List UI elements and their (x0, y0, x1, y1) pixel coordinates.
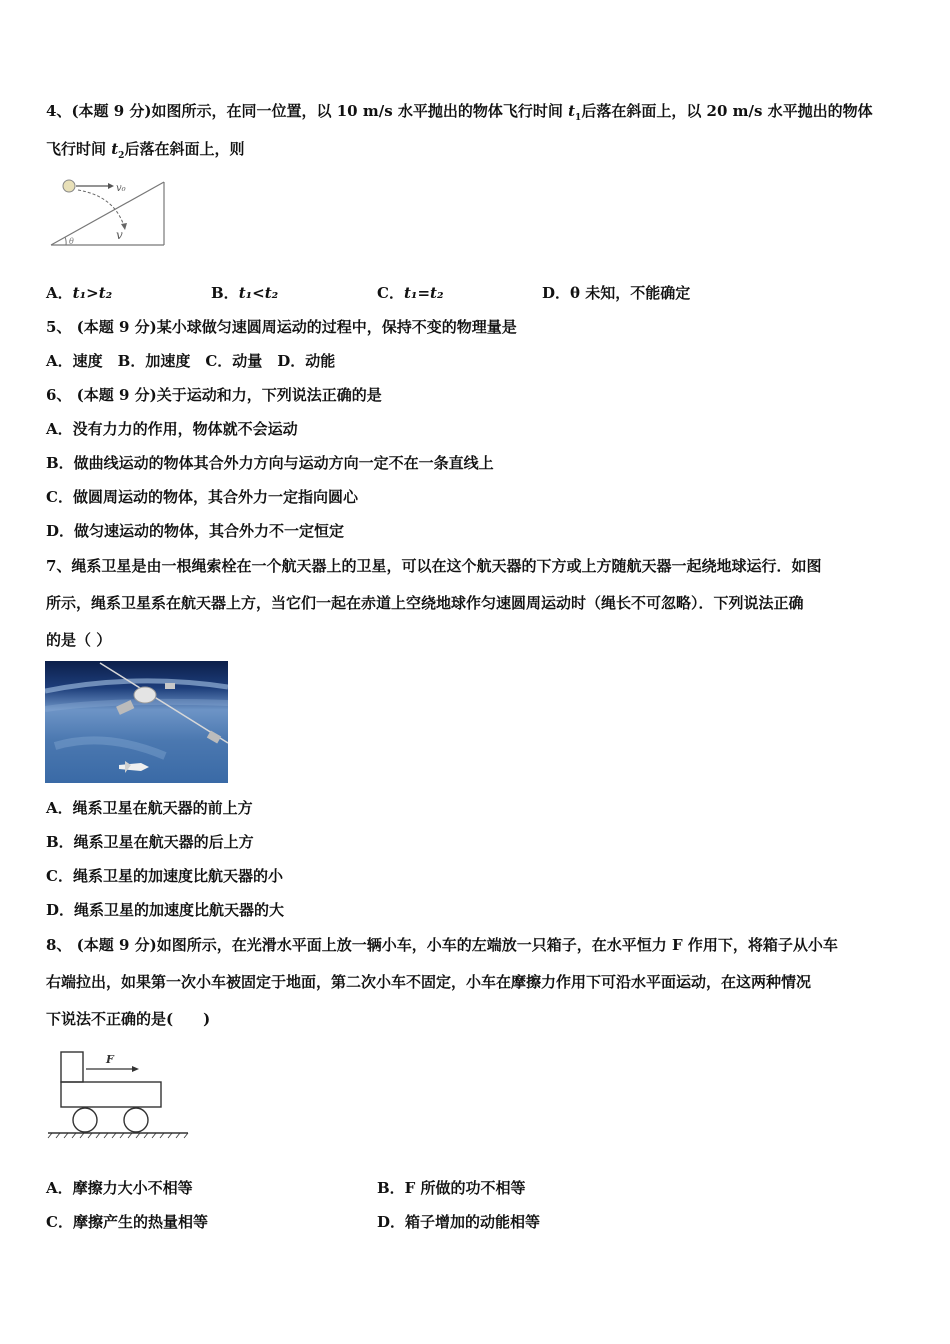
q8-option-a: A．摩擦力大小不相等 (46, 1179, 193, 1197)
satellite-photo (45, 661, 228, 783)
q4-option-c: C．t₁=t₂ (377, 284, 444, 302)
q6-option-d: D．做匀速运动的物体，其合外力不一定恒定 (46, 522, 345, 540)
q4-option-a: A．t₁>t₂ (46, 284, 113, 302)
v0-label: v₀ (116, 183, 126, 194)
q8-stem-line3: 下说法不正确的是( ) (46, 1010, 211, 1028)
force-label: F (106, 1053, 114, 1066)
left-wheel-icon (73, 1108, 97, 1132)
q6-option-c: C．做圆周运动的物体，其合外力一定指向圆心 (46, 488, 358, 506)
v-label: v (116, 228, 123, 242)
ball-icon (63, 180, 75, 192)
q8-option-b: B．F 所做的功不相等 (377, 1179, 526, 1197)
q4-stem-line2: 飞行时间 $t_2$后落在斜面上，则 (46, 140, 245, 161)
q4-stem-line1: 4、(本题 9 分)如图所示，在同一位置，以 10 m/s 水平抛出的物体飞行时间 $t_1$后落在斜面上，以 20 m/s 水平抛出的物体 (46, 102, 873, 123)
incline-figure (48, 174, 170, 250)
q6-stem: 6、 (本题 9 分)关于运动和力，下列说法正确的是 (46, 386, 382, 404)
q8-option-c: C．摩擦产生的热量相等 (46, 1213, 208, 1231)
q7-option-b: B．绳系卫星在航天器的后上方 (46, 833, 254, 851)
q7-stem-line2: 所示，绳系卫星系在航天器上方，当它们一起在赤道上空绕地球作匀速圆周运动时（绳长不可忽略）．下列说法正确 (46, 594, 804, 612)
q7-option-c: C．绳系卫星的加速度比航天器的小 (46, 867, 283, 885)
theta-label: θ (69, 237, 74, 246)
q8-option-d: D．箱子增加的动能相等 (377, 1213, 541, 1231)
q7-option-d: D．绳系卫星的加速度比航天器的大 (46, 901, 285, 919)
q4-option-d: D．θ 未知，不能确定 (542, 284, 691, 302)
right-wheel-icon (124, 1108, 148, 1132)
q7-stem-line1: 7、绳系卫星是由一根绳索栓在一个航天器上的卫星，可以在这个航天器的下方或上方随航天器一起绕地球运行．如图 (46, 557, 822, 575)
q8-stem-line1: 8、 (本题 9 分)如图所示，在光滑水平面上放一辆小车，小车的左端放一只箱子，在水平恒力 F 作用下，将箱子从小车 (46, 936, 838, 954)
cart-body (61, 1082, 161, 1107)
q5-options: A．速度 B．加速度 C．动量 D．动能 (46, 352, 336, 370)
box (61, 1052, 83, 1082)
q7-option-a: A．绳系卫星在航天器的前上方 (46, 799, 253, 817)
satellite-icon (134, 687, 156, 703)
q5-stem: 5、 (本题 9 分)某小球做匀速圆周运动的过程中，保持不变的物理量是 (46, 318, 517, 336)
q4-option-b: B．t₁<t₂ (211, 284, 279, 302)
q6-option-a: A．没有力力的作用，物体就不会运动 (46, 420, 298, 438)
q6-option-b: B．做曲线运动的物体其合外力方向与运动方向一定不在一条直线上 (46, 454, 494, 472)
q8-stem-line2: 右端拉出，如果第一次小车被固定于地面，第二次小车不固定，小车在摩擦力作用下可沿水平面运动，在这两种情况 (46, 973, 812, 991)
q7-stem-line3: 的是（ ） (46, 631, 112, 649)
cart-figure (46, 1047, 192, 1141)
